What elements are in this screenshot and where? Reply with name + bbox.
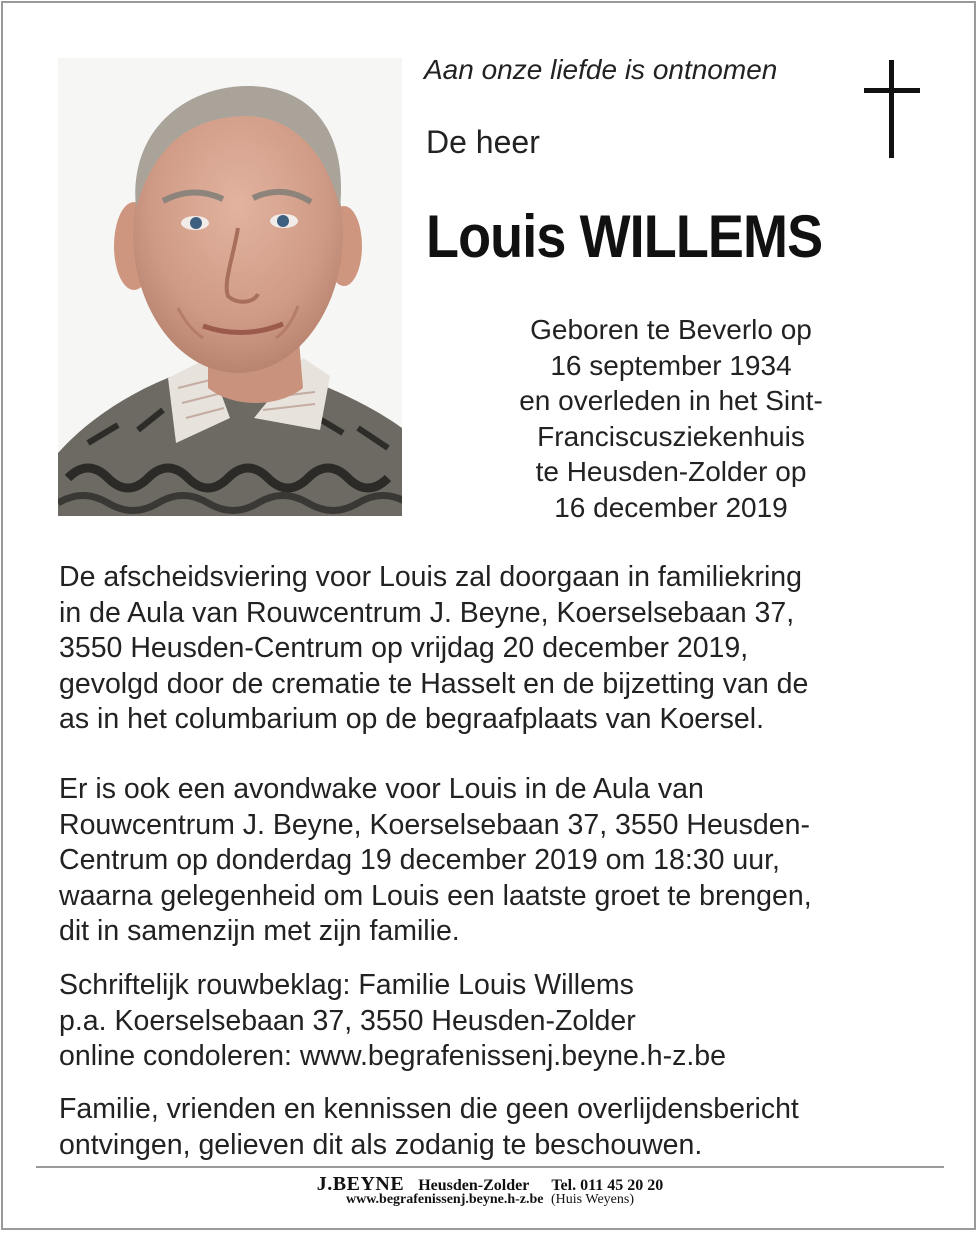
funeral-home-brand: J.BEYNE: [316, 1173, 405, 1195]
text-line: p.a. Koerselsebaan 37, 3550 Heusden-Zolder: [59, 1004, 636, 1037]
text-line: Centrum op donderdag 19 december 2019 om 18:30 uur,: [59, 844, 780, 876]
funeral-home-website: www.begrafenissenj.beyne.h-z.be: [345, 1192, 544, 1207]
text-line: De afscheidsviering voor Louis zal doorgaan in familiekring: [59, 561, 802, 593]
birth-line: en overleden in het Sint-: [519, 385, 823, 416]
footer-divider: [36, 1166, 944, 1168]
birth-line: 16 september 1934: [550, 349, 792, 381]
portrait-illustration: [58, 58, 402, 516]
portrait-photo: [58, 58, 402, 516]
birth-death-details: [500, 312, 842, 525]
birth-line: 16 december 2019: [554, 491, 788, 523]
notice-paragraph: [59, 1092, 939, 1163]
ceremony-paragraph: [59, 560, 939, 738]
text-line: 3550 Heusden-Centrum op vrijdag 20 december 2019,: [59, 632, 749, 664]
birth-line: Geboren te Beverlo op: [530, 314, 812, 345]
text-line: Rouwcentrum J. Beyne, Koerselsebaan 37, 3550 Heusden-: [59, 808, 810, 841]
text-line: in de Aula van Rouwcentrum J. Beyne, Koerselsebaan 37,: [59, 596, 795, 629]
footer-web-line: [0, 1192, 980, 1208]
wake-paragraph: [59, 772, 939, 950]
cross-icon: [864, 60, 920, 160]
text-line: online condoleren: www.begrafenissenj.beyne.h-z.be: [59, 1040, 727, 1072]
honorific-title: De heer: [426, 124, 540, 160]
funeral-home-house: (Huis Weyens): [551, 1192, 635, 1207]
text-line: ontvingen, gelieven dit als zodanig te beschouwen.: [59, 1128, 703, 1161]
text-line: dit in samenzijn met zijn familie.: [59, 915, 460, 947]
birth-line: Franciscusziekenhuis: [537, 420, 805, 452]
text-line: Familie, vrienden en kennissen die geen overlijdensbericht: [59, 1093, 799, 1125]
condolence-paragraph: [59, 968, 939, 1075]
funeral-home-phone: Tel. 011 45 20 20: [551, 1177, 664, 1194]
deceased-name: Louis WILLEMS: [426, 203, 823, 270]
funeral-home-place: Heusden-Zolder: [418, 1177, 530, 1194]
intro-line: Aan onze liefde is ontnomen: [424, 54, 778, 85]
text-line: as in het columbarium op de begraafplaats van Koersel.: [59, 703, 764, 735]
text-line: gevolgd door de crematie te Hasselt en de bijzetting van de: [59, 667, 809, 700]
text-line: Er is ook een avondwake voor Louis in de Aula van: [59, 773, 704, 805]
text-line: Schriftelijk rouwbeklag: Familie Louis Willems: [59, 969, 634, 1001]
birth-line: te Heusden-Zolder op: [535, 456, 807, 487]
text-line: waarna gelegenheid om Louis een laatste groet te brengen,: [59, 879, 812, 912]
